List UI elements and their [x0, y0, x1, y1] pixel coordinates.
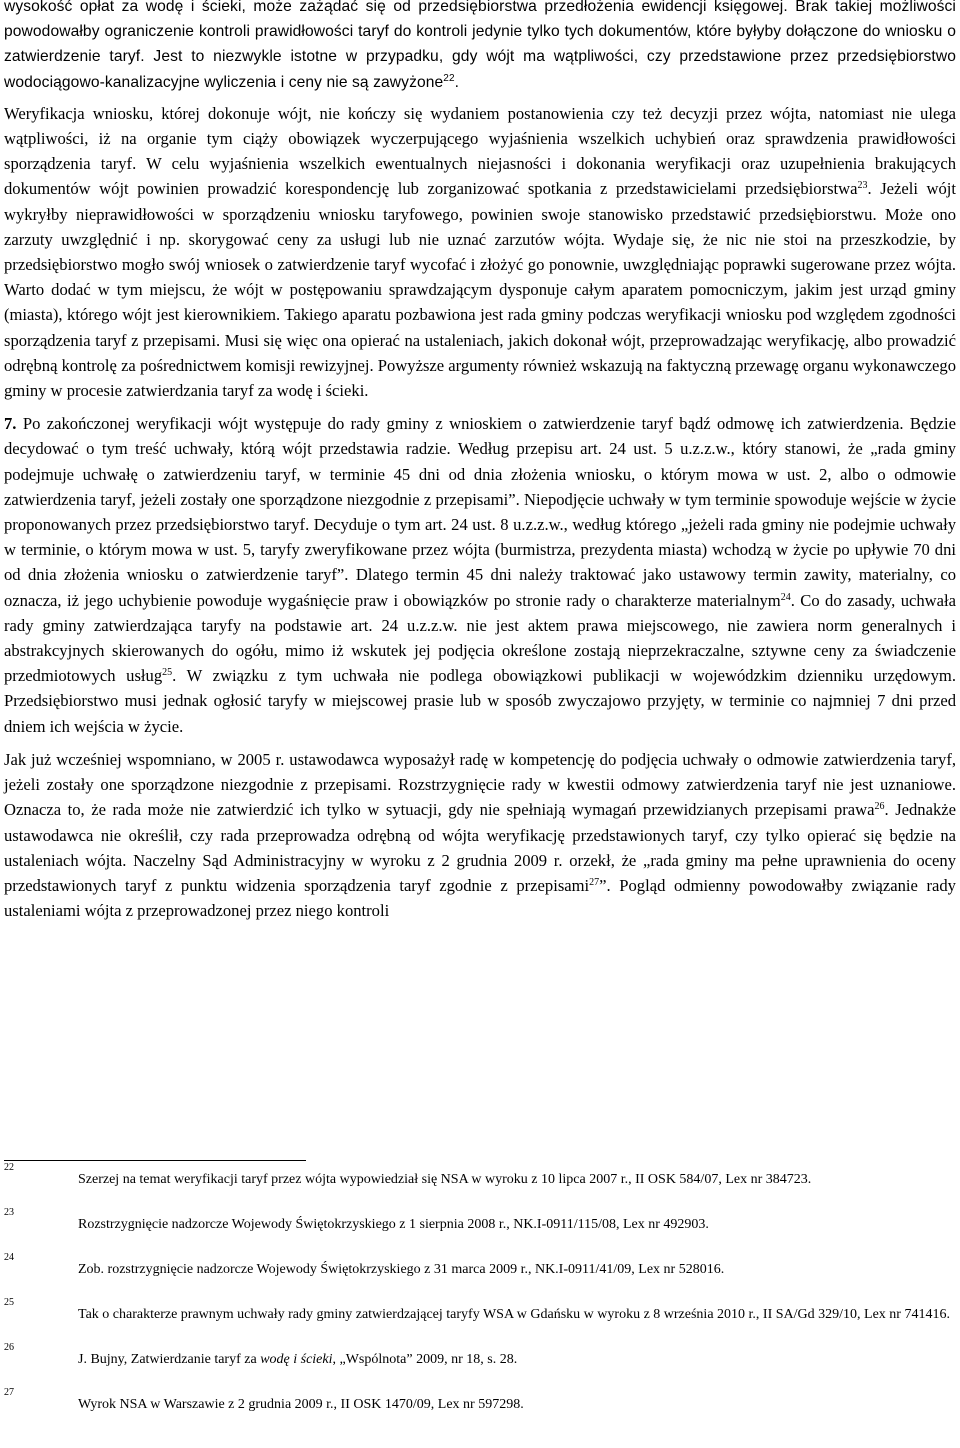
footnote-number: 23: [4, 1207, 14, 1218]
footnote-27: [4, 1387, 956, 1415]
footnote-number: 26: [4, 1342, 14, 1353]
paragraph-1-text: wysokość opłat za wodę i ścieki, może zażądać się od przedsiębiorstwa przedłożenia ewidencji księgowej. Brak takiej możliwości powodowałby ograniczenie kontroli prawidłowości taryf do kontroli jedynie tylko tych dokumentów, które byłyby dołączone do wniosku o zatwierdzenie taryf. Jest to niezwykle istotne w przypadku, gdy wójt ma wątpliwości, czy przedstawione przez przedsiębiorstwo wodociągowo-kanalizacyjne wyliczenia i ceny nie są zawyżone: [4, 0, 956, 91]
paragraph-1: [4, 0, 956, 95]
paragraph-3-text-b: . Co do zasady, uchwała rady gminy zatwierdzająca taryfy na podstawie art. 24 u.z.z.w. nie jest aktem prawa miejscowego, nie zawiera norm generalnych i abstrakcyjnych skierowanych do ogółu, mimo iż wskutek jej podjęcia określone zostają nieprzekraczalne, sztywne ceny za świadczenie przedmiotowych usług: [4, 590, 956, 686]
footnote-text: Tak o charakterze prawnym uchwały rady gminy zatwierdzającej taryfy WSA w Gdańsku w wyroku z 8 września 2010 r., II SA/Gd 329/10, Lex nr 741416.: [78, 1307, 950, 1322]
paragraph-2-text-a: Weryfikacja wniosku, której dokonuje wójt, nie kończy się wydaniem postanowienia czy też decyzji przez wójta, natomiast nie ulega wątpliwości, iż na organie tym ciąży obowiązek wyczerpującego wyjaśnienia wszelkich uchybień oraz sprawdzenia prawidłowości sporządzenia taryf. W celu wyjaśnienia wszelkich ewentualnych niejasności i dokonania weryfikacji oraz uzupełnienia brakujących dokumentów wójt powinien prowadzić korespondencję lub zorganizować spotkania z przedstawicielami przedsiębiorstwa: [4, 103, 956, 199]
footnote-ref-27[interactable]: 27: [589, 876, 600, 888]
footnote-ref-26[interactable]: 26: [874, 801, 885, 813]
paragraph-2-text-b: . Jeżeli wójt wykryłby nieprawidłowości w sporządzeniu wniosku taryfowego, powinien swoje stanowisko przedstawić przedsiębiorstwu. Może ono zarzuty uwzględnić i np. skorygować ceny za usługi lub nie uznać zarzutów wójta. Wydaje się, że nic nie stoi na przeszkodzie, by przedsiębiorstwo mogło swój wniosek o zatwierdzenie taryf wycofać i złożyć go ponownie, uwzględniając poprawki sugerowane przez wójta. Warto dodać w tym miejscu, że wójt w postępowaniu sprawdzającym dysponuje całym aparatem pomocniczym, jakim jest urząd gminy (miasta), którego wójt jest kierownikiem. Takiego aparatu pozbawiona jest rada gminy podczas weryfikacji wniosku pod względem zgodności sporządzenia taryf z przepisami. Musi się więc ona opierać na ustaleniach, jakich dokonał wójt, przeprowadzając weryfikację, albo prowadzić odrębną kontrolę za pośrednictwem komisji rewizyjnej. Powyższe argumenty również wskazują na faktyczną przewagę organu wykonawczego gminy w procesie zatwierdzania taryf za wodę i ścieki.: [4, 179, 956, 401]
footnote-22: [4, 1162, 956, 1190]
section-number: 7.: [4, 414, 17, 434]
footnote-text: Zob. rozstrzygnięcie nadzorcze Wojewody Świętokrzyskiego z 31 marca 2009 r., NK.I-0911/41/09, Lex nr 528016.: [78, 1262, 725, 1277]
footnote-text: Rozstrzygnięcie nadzorcze Wojewody Świętokrzyskiego z 1 sierpnia 2008 r., NK.I-0911/115/08, Lex nr 492903.: [78, 1217, 709, 1232]
paragraph-4-text-b: . Jednakże ustawodawca nie określił, czy rada przeprowadza odrębną od wójta weryfikację przedstawionych taryf, czy tylko opierać się będzie na ustaleniach wójta. Naczelny Sąd Administracyjny w wyroku z 2 grudnia 2009 r. orzekł, że „rada gminy ma pełne uprawnienia do oceny przedstawionych taryf z punktu widzenia sporządzenia taryf zgodnie z przepisami: [4, 800, 956, 895]
paragraph-3: [4, 411, 956, 739]
paragraph-3-text-a: Po zakończonej weryfikacji wójt występuje do rady gminy z wnioskiem o zatwierdzenie taryf bądź odmowę ich zatwierdzenia. Będzie decydować o tym treść uchwały, którą wójt przedstawia radzie. Według przepisu art. 24 ust. 5 u.z.z.w., który stanowi, że „rada gminy podejmuje uchwałę o zatwierdzeniu taryf, w terminie 45 dni od dnia złożenia wniosku, o którym mowa w ust. 2, albo o odmowie zatwierdzenia taryf, jeżeli zostały one sporządzone niezgodnie z przepisami”. Niepodjęcie uchwały w tym terminie spowoduje wejście w życie proponowanych przez przedsiębiorstwo taryf. Decyduje o tym art. 24 ust. 8 u.z.z.w., według którego „jeżeli rada gminy nie podejmie uchwały w terminie, o którym mowa w ust. 5, taryfy zweryfikowane przez wójta (burmistrza, prezydenta miasta) wchodzą w życie po upływie 70 dni od dnia złożenia wniosku o zatwierdzenie taryf”. Dlatego termin 45 dni należy traktować jako ustawowy termin zawity, materialny, co oznacza, iż jego uchybienie powoduje wygaśnięcie praw i obowiązków po stronie rady o charakterze materialnym: [4, 414, 956, 610]
body-text: [4, 0, 956, 923]
footnote-text-a: J. Bujny, Zatwierdzanie taryf za: [78, 1352, 261, 1367]
footnote-number: 27: [4, 1387, 14, 1398]
footnote-ref-22[interactable]: 22: [443, 72, 455, 84]
paragraph-2: [4, 101, 956, 403]
footnote-text-italic: wodę i ścieki: [260, 1352, 333, 1367]
footnote-number: 25: [4, 1297, 14, 1308]
paragraph-4-text-c: ”. Pogląd odmienny powodowałby związanie rady ustaleniami wójta z przeprowadzonej przez niego kontroli: [4, 875, 956, 921]
footnote-23: [4, 1207, 956, 1235]
paragraph-4-text-a: Jak już wcześniej wspomniano, w 2005 r. ustawodawca wyposażył radę w kompetencję do podjęcia uchwały o odmowie zatwierdzenia taryf, jeżeli zostały one sporządzone niezgodnie z przepisami. Rozstrzygnięcie rady w kwestii odmowy zatwierdzenia taryf nie jest uznaniowe. Oznacza to, że rada może nie zatwierdzić ich tylko w sytuacji, gdy nie spełniają wymagań przewidzianych przepisami prawa: [4, 749, 956, 820]
footnote-26: [4, 1342, 956, 1370]
footnote-24: [4, 1252, 956, 1280]
footnote-text: [4, 1350, 956, 1370]
paragraph-4: [4, 747, 956, 923]
paragraph-3-text-c: . W związku z tym uchwała nie podlega obowiązkowi publikacji w wojewódzkim dzienniku urzędowym. Przedsiębiorstwo musi jednak ogłosić taryfy w miejscowej prasie lub w sposób zwyczajowo przyjęty, w terminie co najmniej 7 dni przed dniem ich wejścia w życie.: [4, 666, 956, 736]
footnote-ref-24[interactable]: 24: [780, 591, 791, 603]
footnote-25: [4, 1297, 956, 1325]
footnote-separator: [4, 1160, 306, 1161]
footnote-text: Wyrok NSA w Warszawie z 2 grudnia 2009 r., II OSK 1470/09, Lex nr 597298.: [78, 1397, 524, 1412]
paragraph-1-end: .: [454, 73, 460, 91]
footnote-ref-25[interactable]: 25: [162, 667, 173, 679]
footnote-text-b: , „Wspólnota” 2009, nr 18, s. 28.: [332, 1352, 518, 1367]
footnote-number: 24: [4, 1252, 14, 1263]
footnote-number: 22: [4, 1162, 14, 1173]
footnote-text: Szerzej na temat weryfikacji taryf przez wójta wypowiedział się NSA w wyroku z 10 lipca 2007 r., II OSK 584/07, Lex nr 384723.: [78, 1172, 812, 1187]
footnote-ref-23[interactable]: 23: [857, 180, 868, 192]
footnotes: [4, 1162, 956, 1415]
